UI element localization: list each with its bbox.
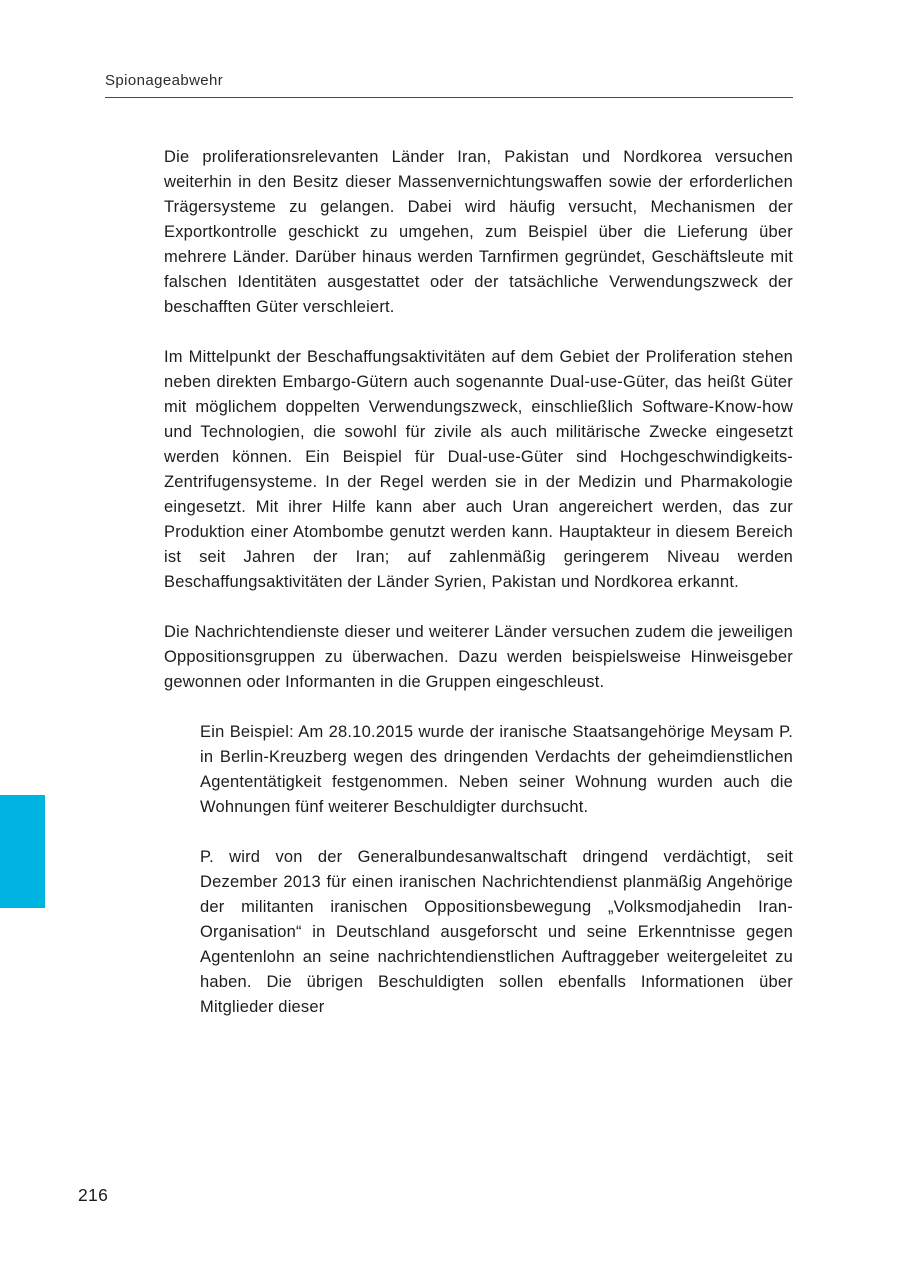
paragraph-example-arrest: Ein Beispiel: Am 28.10.2015 wurde der iranische Staatsangehörige Meysam P. in Berlin-Kreuzberg wegen des dringenden Verdachts der geheimdienstlichen Agententätigkeit festgenommen. Neben seiner Wohnung wurden auch die Wohnungen fünf weiterer Beschuldigter durchsucht. [200, 723, 793, 816]
running-header-title: Spionageabwehr [105, 72, 224, 89]
page-number: 216 [78, 1185, 109, 1205]
page-header [105, 72, 793, 98]
header-rule [105, 97, 793, 98]
paragraph-proliferation-countries: Die proliferationsrelevanten Länder Iran, Pakistan und Nordkorea versuchen weiterhin in den Besitz dieser Massenvernichtungswaffen sowie der erforderlichen Trägersysteme zu gelangen. Dabei wird häufig versucht, Mechanismen der Exportkontrolle geschickt zu umgehen, zum Beispiel über die Lieferung über mehrere Länder. Darüber hinaus werden Tarnfirmen gegründet, Geschäftsleute mit falschen Identitäten ausgestattet oder der tatsächliche Verwendungszweck der beschafften Güter verschleiert. [164, 148, 793, 316]
paragraph-intelligence-services: Die Nachrichtendienste dieser und weiterer Länder versuchen zudem die jeweiligen Oppositionsgruppen zu überwachen. Dazu werden beispielsweise Hinweisgeber gewonnen oder Informanten in die Gruppen eingeschleust. [164, 623, 793, 691]
margin-marker [0, 795, 45, 908]
body-text [164, 145, 793, 1045]
paragraph-suspicion-details: P. wird von der Generalbundesanwaltschaft dringend verdächtigt, seit Dezember 2013 für einen iranischen Nachrichtendienst planmäßig Angehörige der militanten iranischen Oppositionsbewegung „Volksmodjahedin Iran-Organisation“ in Deutschland ausgeforscht und seine Erkenntnisse gegen Agentenlohn an seine nachrichtendienstlichen Auftraggeber weitergeleitet zu haben. Die übrigen Beschuldigten sollen ebenfalls Informationen über Mitglieder dieser [200, 848, 793, 1016]
paragraph-dual-use-goods: Im Mittelpunkt der Beschaffungsaktivitäten auf dem Gebiet der Proliferation stehen neben direkten Embargo-Gütern auch sogenannte Dual-use-Güter, das heißt Güter mit möglichem doppelten Verwendungszweck, einschließlich Software-Know-how und Technologien, die sowohl für zivile als auch militärische Zwecke eingesetzt werden können. Ein Beispiel für Dual-use-Güter sind Hochgeschwindigkeits-Zentrifugensysteme. In der Regel werden sie in der Medizin und Pharmakologie eingesetzt. Mit ihrer Hilfe kann aber auch Uran angereichert werden, das zur Produktion einer Atombombe genutzt werden kann. Hauptakteur in diesem Bereich ist seit Jahren der Iran; auf zahlenmäßig geringerem Niveau werden Beschaffungsaktivitäten der Länder Syrien, Pakistan und Nordkorea erkannt. [164, 348, 793, 591]
